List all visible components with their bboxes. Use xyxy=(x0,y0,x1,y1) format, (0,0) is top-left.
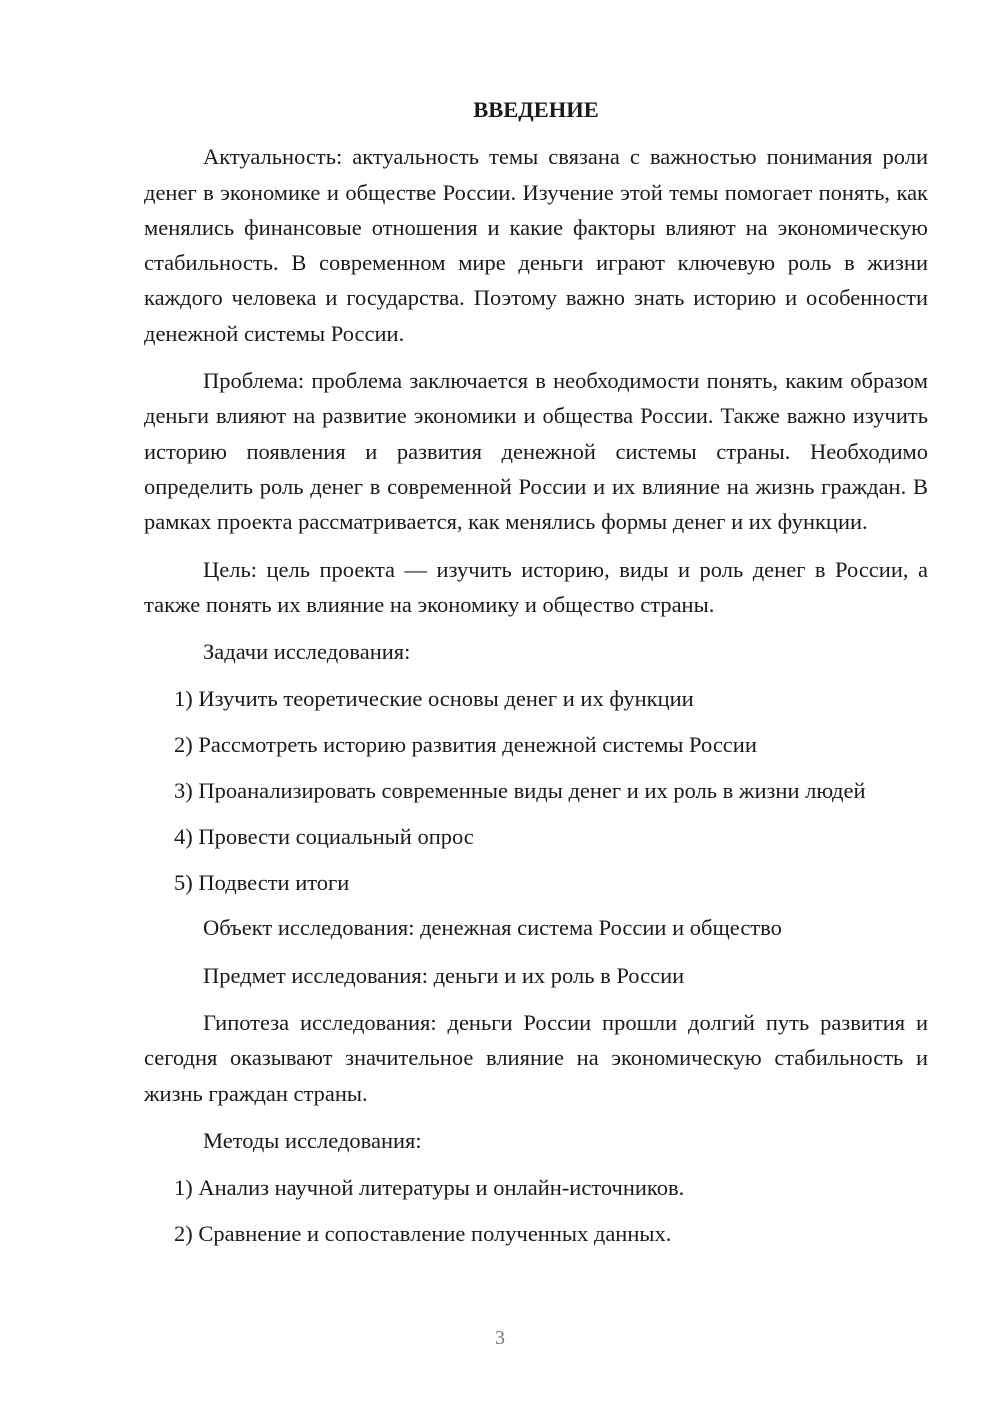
page-number: 3 xyxy=(495,1327,505,1349)
goal-paragraph: Цель: цель проекта — изучить историю, виды и роль денег в России, а также понять их влияние на экономику и общество страны. xyxy=(144,556,928,617)
task-item: 4) Провести социальный опрос xyxy=(174,823,474,849)
method-item: 1) Анализ научной литературы и онлайн-источников. xyxy=(174,1175,685,1201)
tasks-heading: Задачи исследования: xyxy=(203,639,411,665)
subject-paragraph: Предмет исследования: деньги и их роль в России xyxy=(203,962,685,988)
document-page xyxy=(144,92,928,1262)
task-item: 3) Проанализировать современные виды денег и их роль в жизни людей xyxy=(174,778,866,804)
relevance-paragraph: Актуальность: актуальность темы связана с важностью понимания роли денег в экономике и обществе России. Изучение этой темы помогает понять, как менялись финансовые отношения и какие факторы влияют на экономическую стабильность. В современном мире деньги играют ключевую роль в жизни каждого человека и государства. Поэтому важно знать историю и особенности денежной системы России. xyxy=(144,144,928,346)
tasks-list xyxy=(144,681,928,899)
methods-heading: Методы исследования: xyxy=(203,1127,422,1153)
method-item: 2) Сравнение и сопоставление полученных данных. xyxy=(174,1221,672,1247)
methods-list xyxy=(144,1170,928,1251)
task-item: 5) Подвести итоги xyxy=(174,869,350,895)
section-title: ВВЕДЕНИЕ xyxy=(473,97,599,122)
task-item: 1) Изучить теоретические основы денег и их функции xyxy=(174,686,694,712)
object-paragraph: Объект исследования: денежная система России и общество xyxy=(203,915,782,941)
problem-paragraph: Проблема: проблема заключается в необходимости понять, каким образом деньги влияют на развитие экономики и общества России. Также важно изучить историю появления и развития денежной системы страны. Необходимо определить роль денег в современной России и их влияние на жизнь граждан. В рамках проекта рассматривается, как менялись формы денег и их функции. xyxy=(144,368,928,535)
hypothesis-paragraph: Гипотеза исследования: деньги России прошли долгий путь развития и сегодня оказывают значительное влияние на экономическую стабильность и жизнь граждан страны. xyxy=(144,1010,928,1106)
task-item: 2) Рассмотреть историю развития денежной системы России xyxy=(174,732,757,758)
